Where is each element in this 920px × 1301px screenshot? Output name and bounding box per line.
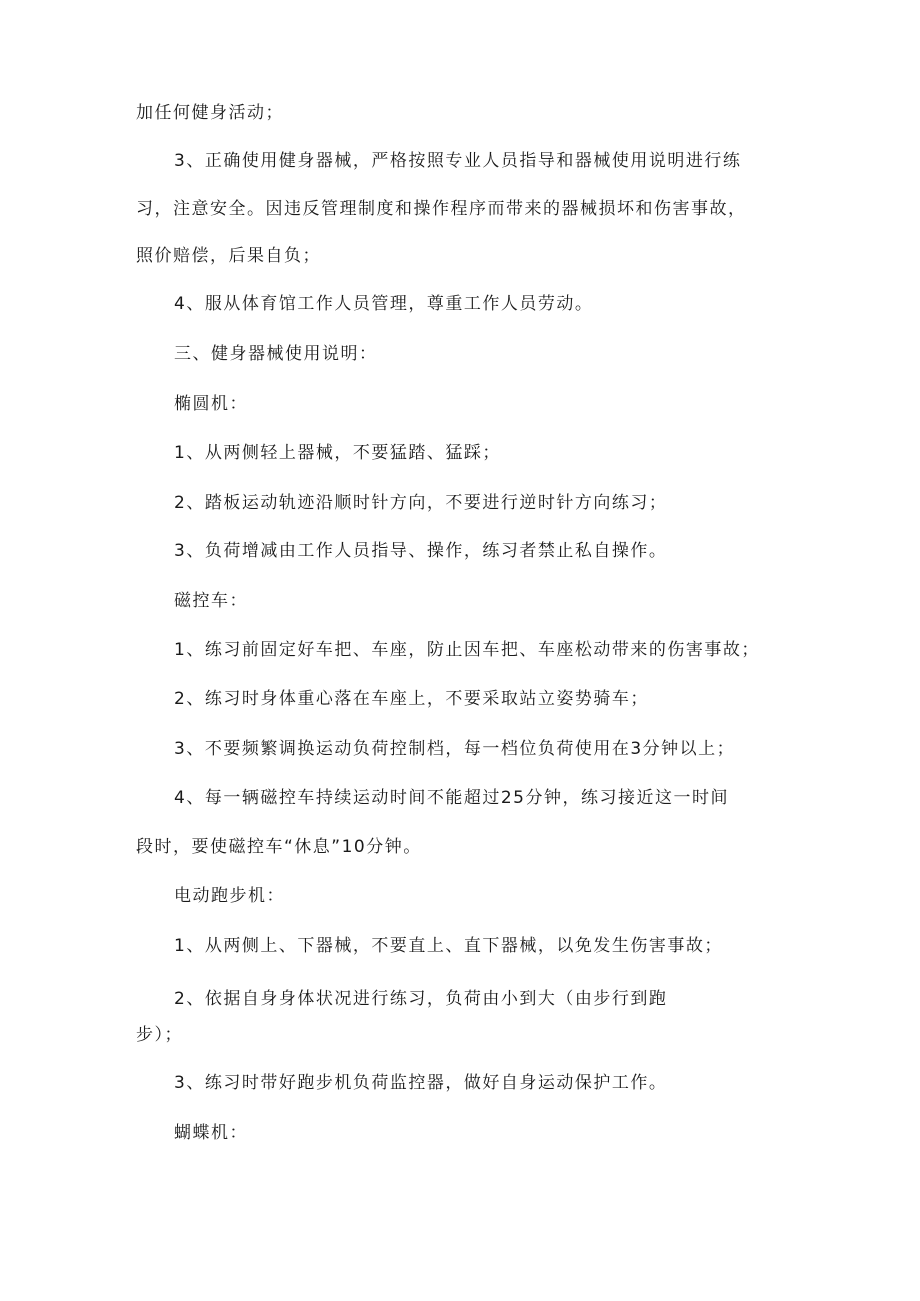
text-line: 照价赔偿，后果自负； <box>136 246 321 266</box>
text-line: 习，注意安全。因违反管理制度和操作程序而带来的器械损坏和伤害事故， <box>136 199 747 219</box>
text-line: 加任何健身活动； <box>136 103 284 123</box>
text-line: 2、踏板运动轨迹沿顺时针方向，不要进行逆时针方向练习； <box>174 493 668 513</box>
text-line: 2、练习时身体重心落在车座上，不要采取站立姿势骑车； <box>174 689 649 709</box>
text-line: 1、练习前固定好车把、车座，防止因车把、车座松动带来的伤害事故； <box>174 640 760 660</box>
text-line: 4、每一辆磁控车持续运动时间不能超过25分钟，练习接近这一时间 <box>174 788 729 808</box>
text-line: 1、从两侧轻上器械，不要猛踏、猛踩； <box>174 443 501 463</box>
text-line: 3、正确使用健身器械，严格按照专业人员指导和器械使用说明进行练 <box>174 151 742 171</box>
text-line: 3、负荷增减由工作人员指导、操作，练习者禁止私自操作。 <box>174 541 668 561</box>
text-line: 步）； <box>136 1025 183 1045</box>
equipment-heading: 蝴蝶机： <box>174 1123 248 1143</box>
equipment-heading: 椭圆机： <box>174 394 248 414</box>
text-line: 4、服从体育馆工作人员管理，尊重工作人员劳动。 <box>174 294 594 314</box>
text-line: 1、从两侧上、下器械，不要直上、直下器械，以免发生伤害事故； <box>174 936 723 956</box>
text-line: 3、练习时带好跑步机负荷监控器，做好自身运动保护工作。 <box>174 1073 668 1093</box>
text-line: 3、不要频繁调换运动负荷控制档，每一档位负荷使用在3分钟以上； <box>174 739 736 759</box>
equipment-heading: 电动跑步机： <box>174 886 285 906</box>
section-heading: 三、健身器械使用说明： <box>174 344 378 364</box>
equipment-heading: 磁控车： <box>174 591 248 611</box>
text-line: 段时，要使磁控车“休息”10分钟。 <box>136 837 422 857</box>
text-line: 2、依据自身身体状况进行练习，负荷由小到大（由步行到跑 <box>174 989 668 1009</box>
